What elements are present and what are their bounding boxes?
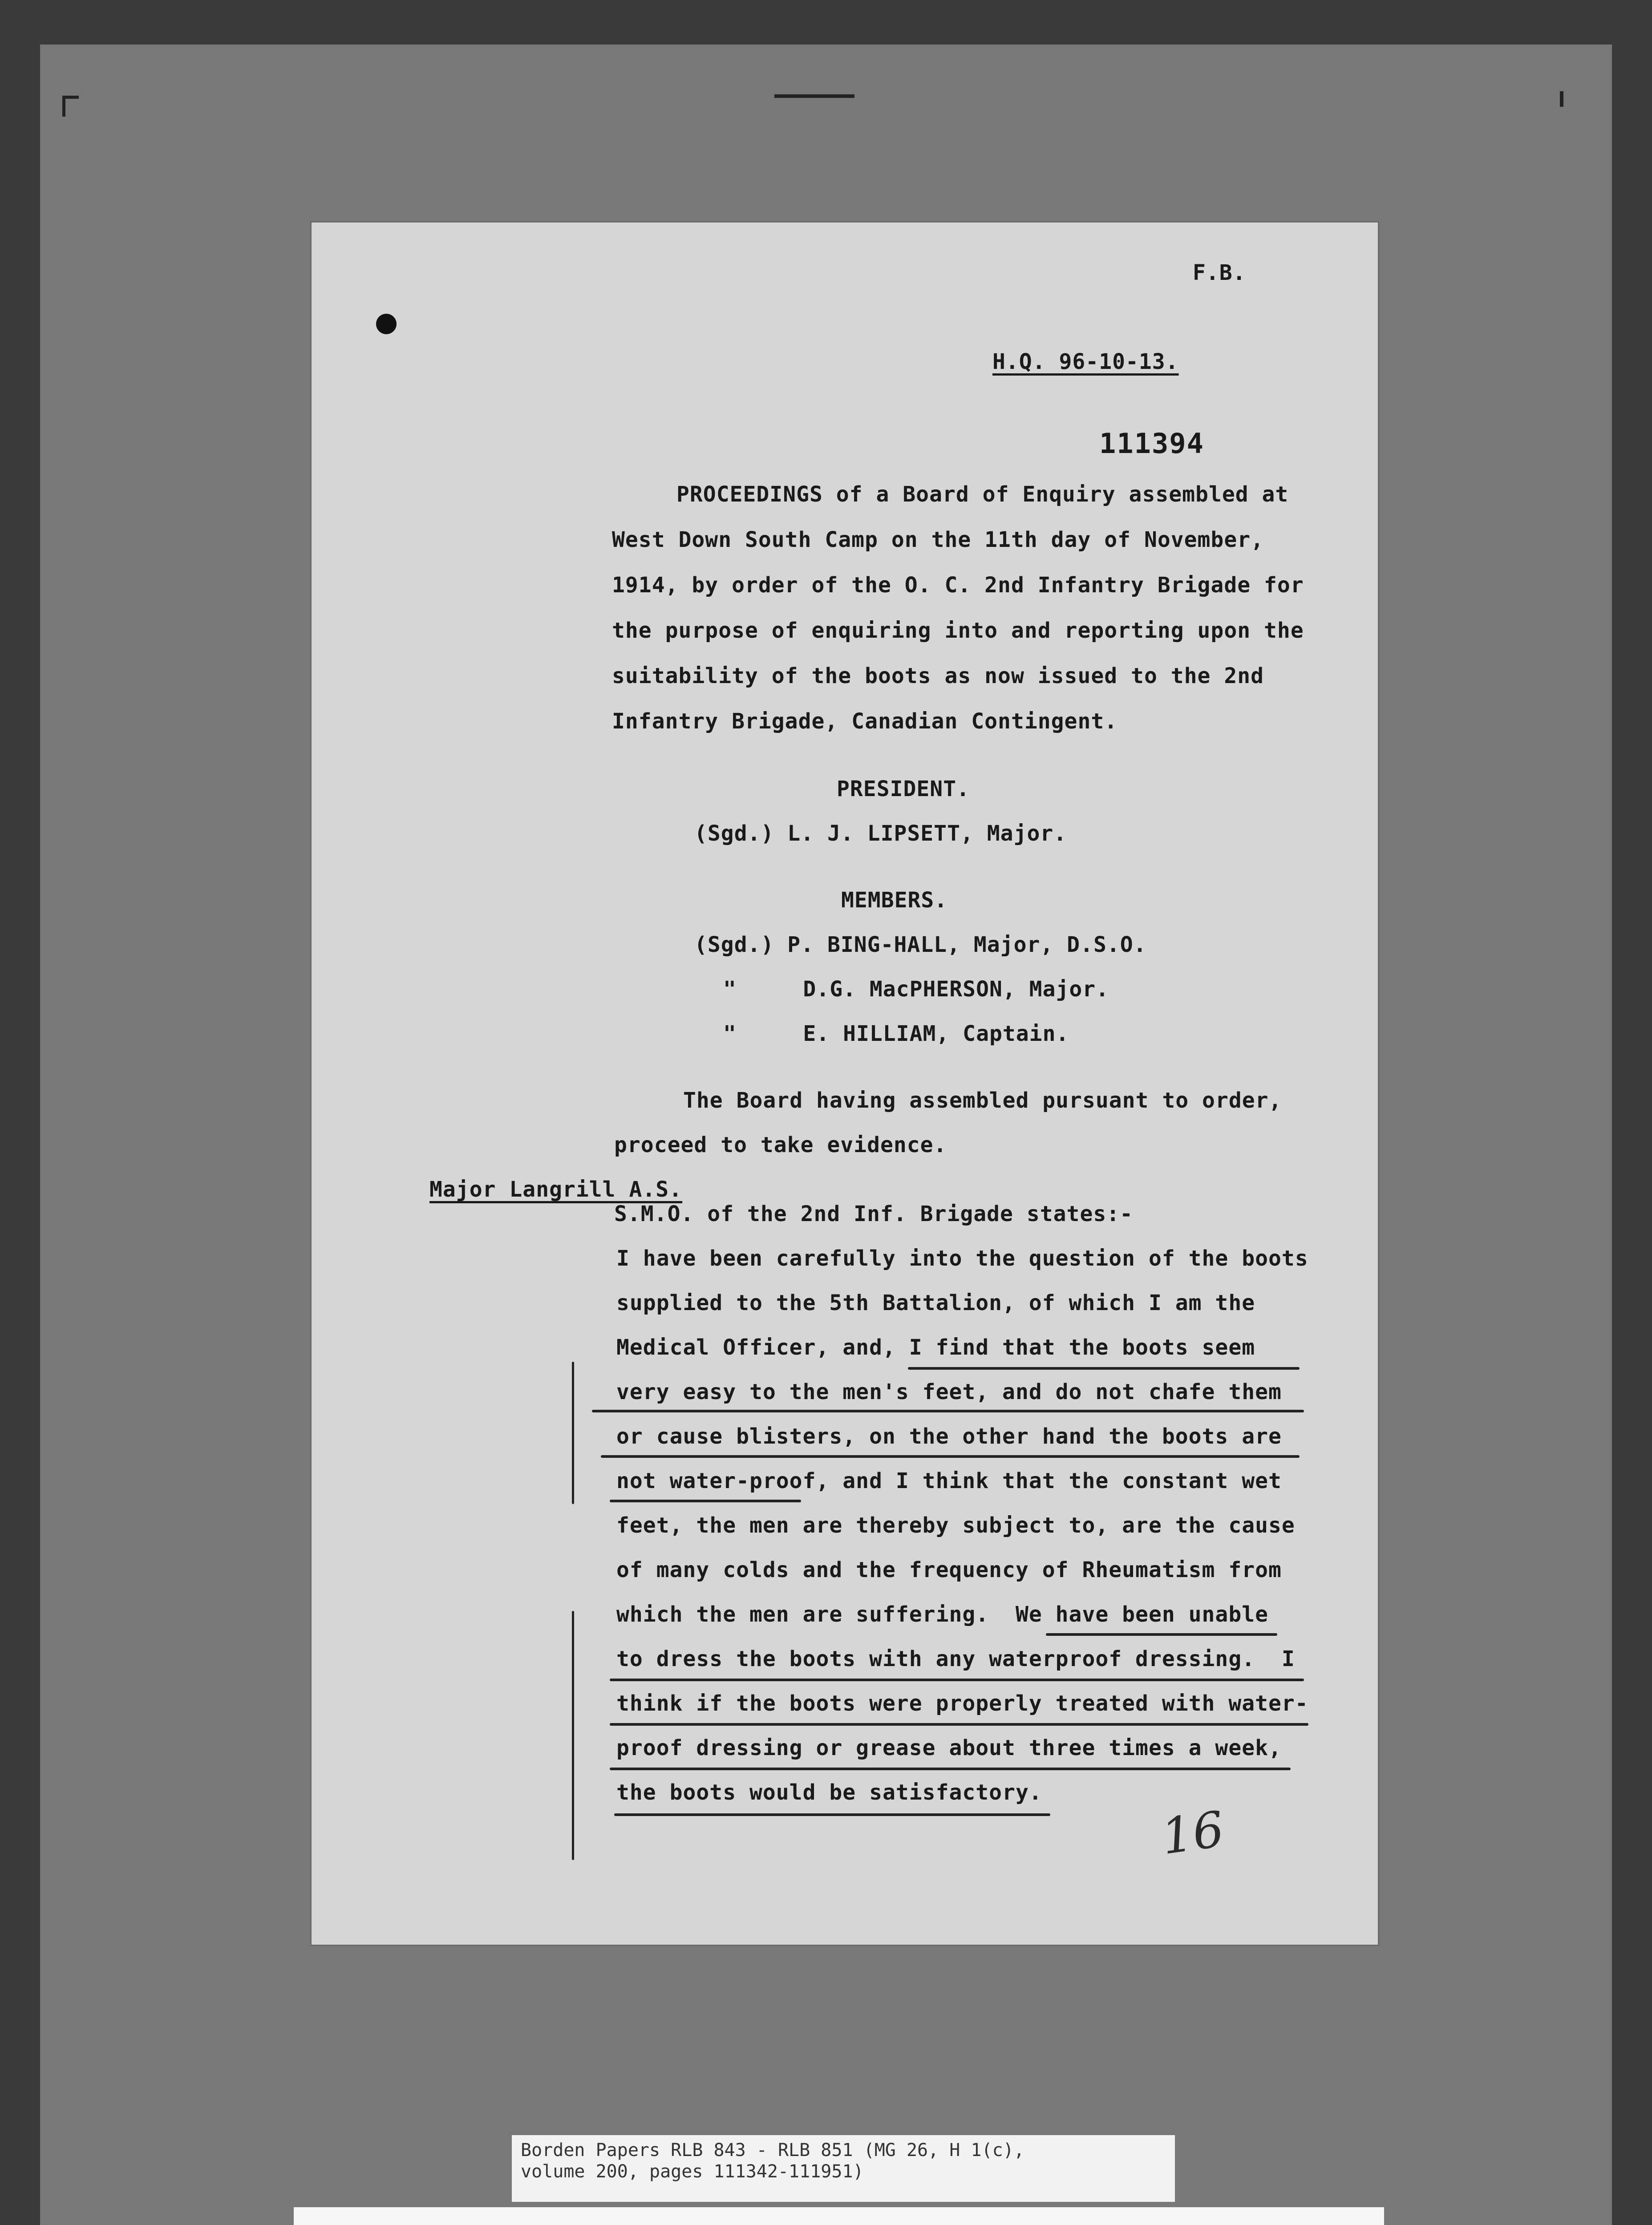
body-line: suitability of the boots as now issued to the 2nd <box>612 663 1264 688</box>
handwritten-folio: 16 <box>1158 1800 1228 1866</box>
archive-reference-label <box>512 2135 1175 2202</box>
handwritten-underline <box>610 1768 1291 1770</box>
testimony-line: to dress the boots with any waterproof dressing. I <box>616 1646 1295 1671</box>
testimony-line: feet, the men are thereby subject to, are the cause <box>616 1513 1295 1538</box>
testimony-line: think if the boots were properly treated with water- <box>616 1691 1308 1716</box>
punch-hole <box>376 314 397 334</box>
witness-intro: S.M.O. of the 2nd Inf. Brigade states:- <box>614 1202 1134 1226</box>
margin-bracket <box>572 1611 574 1860</box>
body-line: the purpose of enquiring into and reporting upon the <box>612 618 1304 643</box>
testimony-line: of many colds and the frequency of Rheumatism from <box>616 1558 1282 1582</box>
file-reference: F.B. <box>1193 260 1246 285</box>
frame-right-mark <box>1560 91 1563 107</box>
handwritten-underline <box>610 1679 1304 1681</box>
testimony-line: not water-proof, and I think that the constant wet <box>616 1468 1282 1493</box>
handwritten-underline <box>908 1367 1300 1370</box>
handwritten-underline <box>610 1500 801 1502</box>
label-line: volume 200, pages 111342-111951) <box>521 2161 864 2182</box>
hq-reference: H.Q. 96-10-13. <box>992 349 1179 374</box>
testimony-line: the boots would be satisfactory. <box>616 1780 1042 1805</box>
document-page <box>312 222 1378 1945</box>
body-line: Infantry Brigade, Canadian Contingent. <box>612 709 1118 734</box>
testimony-line: Medical Officer, and, I find that the boots seem <box>616 1335 1255 1360</box>
margin-bracket <box>572 1362 574 1504</box>
label-line: Borden Papers RLB 843 - RLB 851 (MG 26, H 1(c), <box>521 2140 1024 2160</box>
body-line: 1914, by order of the O. C. 2nd Infantry Brigade for <box>612 573 1304 598</box>
handwritten-underline <box>592 1410 1304 1412</box>
frame-top-mark <box>774 94 854 98</box>
assembly-line: The Board having assembled pursuant to order, <box>683 1088 1282 1113</box>
assembly-line: proceed to take evidence. <box>614 1133 947 1157</box>
members-heading: MEMBERS. <box>841 888 948 913</box>
archives-plate <box>294 2207 1384 2225</box>
frame-corner-mark <box>62 96 79 117</box>
page-number: 111394 <box>1099 427 1204 460</box>
member-line: " E. HILLIAM, Captain. <box>723 1021 1069 1046</box>
body-line: PROCEEDINGS of a Board of Enquiry assembled at <box>676 482 1289 507</box>
testimony-line: I have been carefully into the question of the boots <box>616 1246 1308 1271</box>
president-heading: PRESIDENT. <box>837 777 970 801</box>
president-line: (Sgd.) L. J. LIPSETT, Major. <box>694 821 1067 846</box>
testimony-line: which the men are suffering. We have been unable <box>616 1602 1269 1627</box>
handwritten-underline <box>1046 1633 1277 1636</box>
body-line: West Down South Camp on the 11th day of November, <box>612 527 1264 552</box>
witness-margin-name: Major Langrill A.S. <box>429 1177 683 1202</box>
handwritten-underline <box>601 1455 1300 1458</box>
testimony-line: very easy to the men's feet, and do not chafe them <box>616 1380 1282 1404</box>
handwritten-underline <box>610 1723 1308 1726</box>
member-line: " D.G. MacPHERSON, Major. <box>723 977 1109 1002</box>
member-line: (Sgd.) P. BING-HALL, Major, D.S.O. <box>694 932 1147 957</box>
handwritten-underline <box>614 1813 1050 1816</box>
testimony-line: or cause blisters, on the other hand the boots are <box>616 1424 1282 1449</box>
testimony-line: supplied to the 5th Battalion, of which I am the <box>616 1290 1255 1315</box>
testimony-line: proof dressing or grease about three times a week, <box>616 1736 1282 1760</box>
